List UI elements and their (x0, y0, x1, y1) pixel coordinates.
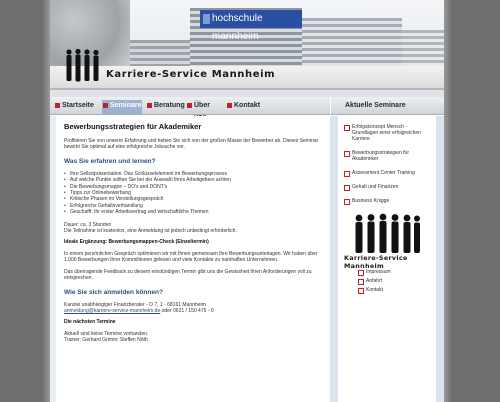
next-none-text: Aktuell sind keine Termine vorhanden. (64, 330, 149, 337)
main-content (50, 116, 330, 402)
site-title: Karriere-Service Mannheim (106, 69, 276, 80)
learn-heading: Was Sie erfahren und lernen? (64, 157, 156, 165)
intro-text: Profitieren Sie von unserer Erfahrung und heben Sie sich von der großen Masse der Bewerber ab. Dieses Seminar bewirkt Sie optimal auf eine erfolgreiche Jobsuche vor. (64, 138, 319, 151)
addon-heading: Ideale Ergänzung: Bewerbungsmappen-Check (Einzeltermin) (64, 239, 209, 246)
header-banner (50, 0, 444, 97)
nav-seminare[interactable]: Seminare (102, 100, 142, 114)
people-silhouettes-logo (352, 213, 422, 253)
nav-ueber-uns[interactable]: Über (186, 100, 224, 114)
content-strip (50, 116, 56, 402)
seminar-link[interactable]: Bewerbungsstrategien für Akademiker (344, 150, 432, 162)
nav-kontakt[interactable]: Kontakt (226, 100, 264, 114)
seminar-link[interactable]: Gehalt und Finanzen (344, 184, 432, 190)
building-image (302, 18, 402, 72)
seminar-link[interactable]: Erfolgskonzept Mensch - Grundlagen einer erfolgreichen Karriere (344, 124, 432, 142)
list-item: • Erfolgreiche Gehaltsverhandlung (64, 203, 320, 209)
signup-heading: Wie Sie sich anmelden können? (64, 288, 163, 296)
addon-text: Das überragende Feedback zu diesem einstündigen Termin gibt uns die Gewissheit Ihren Anforderungen voll zu entsprechen. (64, 268, 312, 282)
sidebar (330, 116, 444, 402)
aside-logo-text: Karriere-Service Mannheim (344, 254, 408, 270)
link-impressum[interactable]: Impressum (358, 269, 391, 275)
page-title: Bewerbungsstrategien für Akademiker (64, 122, 202, 131)
link-kontakt[interactable]: Kontakt (358, 287, 391, 293)
contact-phone: oder 0621 / 150 475 - 0 (161, 307, 214, 314)
aside-title: Aktuelle Seminare (345, 102, 406, 109)
list-item: • Auf welche Punkte sollten Sie bei der Auswahl Ihres Arbeitgebers achten (64, 177, 320, 183)
page (50, 0, 444, 402)
page-shadow-left (42, 0, 50, 402)
building-sign: hochschule mannheim (200, 10, 302, 28)
contact-email-link[interactable]: anmeldung@karriere-service-mannheim.de (64, 307, 161, 314)
list-item: • Ihre Selbstpräsentation: Das Schlüsselelement im Bewerbungsprozess (64, 171, 320, 177)
page-shadow-right (444, 0, 452, 402)
nav-beratung[interactable]: Beratung (146, 100, 184, 114)
next-heading: Die nächsten Termine (64, 319, 116, 326)
addon-text: In einem persönlichen Gespräch optimieren wir mit Ihnen gemeinsam Ihre Bewerbungsunterlagen. Wir haben über 1.000 Bewerbungen Ihrer Kommilitonen gelesen und viele Kontakte zu namhaften Unternehmen. (64, 250, 318, 264)
trainer-text: Trainer: Gerhard Grimm; Steffen Nöth (64, 337, 148, 344)
footer-links (358, 269, 391, 296)
list-item: • Die Bewerbungsmappe – DO's and DONT's (64, 184, 320, 190)
people-silhouettes-logo (64, 48, 102, 82)
list-item: • Tipps zur Onlinebewerbung (64, 190, 320, 196)
seminar-link[interactable]: Assessment Center Training (344, 170, 432, 176)
learn-list (64, 171, 320, 216)
free-note: Die Teilnahme ist kostenlos, eine Anmeldung ist jedoch unbedingt erforderlich. (64, 228, 237, 235)
nav-startseite[interactable]: Startseite (54, 100, 100, 114)
list-item: • Kritische Phasen im Vorstellungsgespräch (64, 196, 320, 202)
duration-text: Dauer: ca. 3 Stunden (64, 221, 112, 228)
sidebar-panel (338, 116, 436, 402)
contact-line: Kanzlei unabhängiger Finanzberater - O 7, 1 - 68161 Mannheim (64, 301, 206, 308)
list-item: • Geschafft: Ihr erster Arbeitsvertrag und wirtschaftliche Themen (64, 209, 320, 215)
link-anfahrt[interactable]: Anfahrt (358, 278, 391, 284)
seminar-link[interactable]: Business Knigge (344, 198, 432, 204)
